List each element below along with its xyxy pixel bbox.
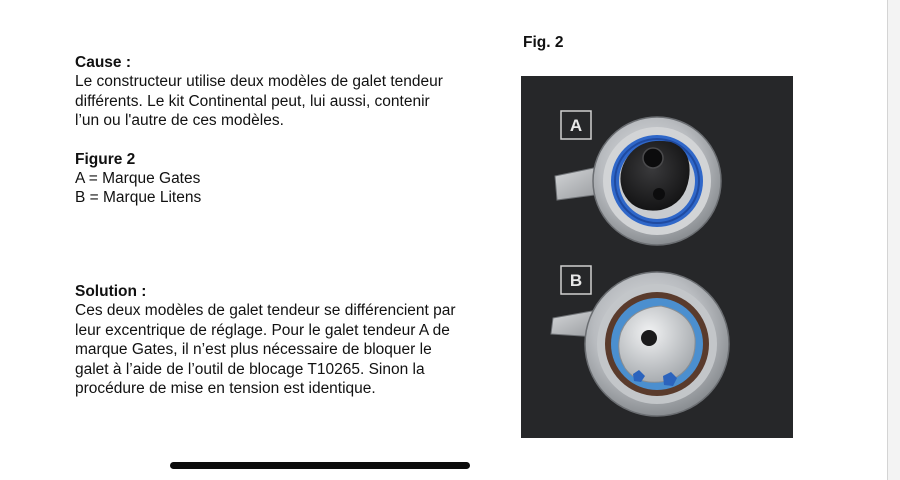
- figure-legend-item: A = Marque Gates: [75, 170, 201, 188]
- solution-heading: Solution :: [75, 283, 147, 300]
- solution-line: leur excentrique de réglage. Pour le galet tendeur A de: [75, 321, 450, 339]
- solution-line: Ces deux modèles de galet tendeur se différencient par: [75, 302, 456, 320]
- solution-section: [75, 282, 483, 398]
- solution-line: procédure de mise en tension est identique.: [75, 380, 376, 398]
- cause-line: l’un ou l'autre de ces modèles.: [75, 112, 284, 130]
- cause-line: différents. Le kit Continental peut, lui aussi, contenir: [75, 92, 430, 110]
- solution-line: galet à l’aide de l’outil de blocage T10265. Sinon la: [75, 360, 425, 378]
- tensioner-photo: [521, 76, 793, 438]
- left-text-column: [75, 53, 485, 208]
- cause-line: Le constructeur utilise deux modèles de galet tendeur: [75, 73, 443, 91]
- cause-heading: Cause :: [75, 54, 131, 71]
- label-a: A: [569, 116, 583, 135]
- figure-caption: Fig. 2: [523, 34, 564, 51]
- label-b: B: [569, 271, 583, 290]
- tensioner-photo-drawing: [521, 76, 793, 438]
- tensioner-a: [555, 111, 721, 245]
- page-edge: [887, 0, 900, 480]
- tensioner-b: [551, 266, 729, 416]
- figure-heading: Figure 2: [75, 150, 136, 168]
- figure-legend-item: B = Marque Litens: [75, 189, 202, 207]
- figure-legend-section: [75, 150, 485, 208]
- home-indicator[interactable]: [170, 462, 470, 469]
- cause-section: [75, 53, 485, 131]
- solution-line: marque Gates, il n’est plus nécessaire de bloquer le: [75, 341, 432, 359]
